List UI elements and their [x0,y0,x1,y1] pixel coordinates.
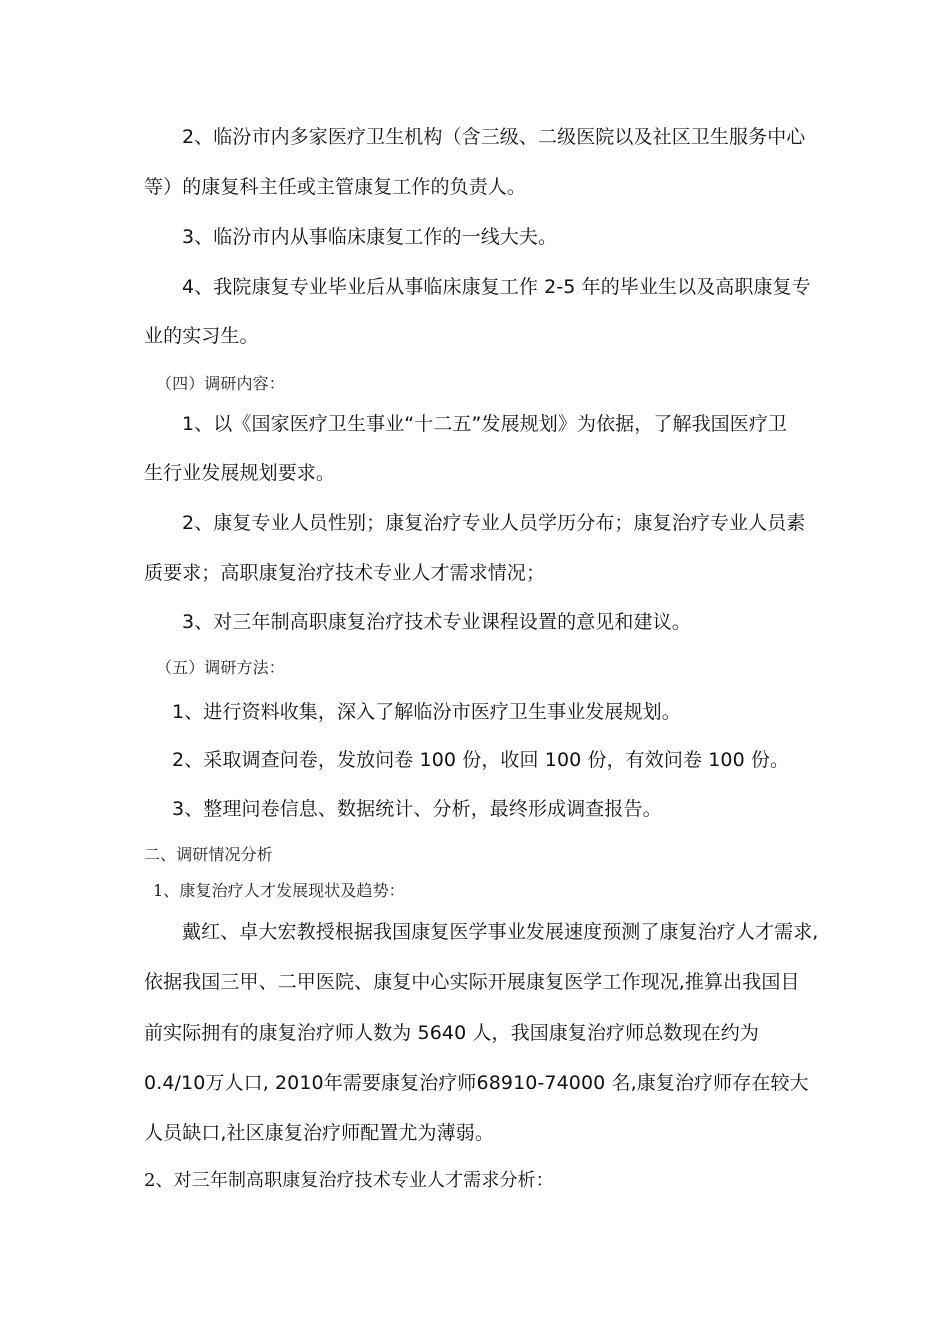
subsection-heading-demand: 2、对三年制高职康复治疗技术专业人才需求分析： [144,1170,554,1191]
paragraph-line-2: 等）的康复科主任或主管康复工作的负责人。 [144,176,527,198]
paragraph-line-10: 3、对三年制高职康复治疗技术专业课程设置的意见和建议。 [182,611,691,633]
paragraph-line-16: 前实际拥有的康复治疗师人数为 5640 人，我国康复治疗师总数现在约为 [144,1022,759,1044]
paragraph-line-4: 4、我院康复专业毕业后从事临床康复工作 2-5 年的毕业生以及高职康复专 [182,276,811,298]
paragraph-line-14: 戴红、卓大宏教授根据我国康复医学事业发展速度预测了康复治疗人才需求, [182,921,819,943]
paragraph-line-6: 1、以《国家医疗卫生事业“十二五”发展规划》为依据，了解我国医疗卫 [182,413,788,435]
paragraph-line-11: 1、进行资料收集，深入了解临汾市医疗卫生事业发展规划。 [172,701,681,723]
paragraph-line-9: 质要求；高职康复治疗技术专业人才需求情况； [144,562,546,584]
paragraph-line-13: 3、整理问卷信息、数据统计、分析，最终形成调查报告。 [172,798,662,820]
paragraph-line-17: 0.4/10万人口, 2010年需要康复治疗师68910-74000 名,康复治疗师存在较大 [144,1072,809,1094]
paragraph-line-12: 2、采取调查问卷，发放问卷 100 份，收回 100 份，有效问卷 100 份。 [172,749,790,771]
paragraph-line-1: 2、临汾市内多家医疗卫生机构（含三级、二级医院以及社区卫生服务中心 [182,126,806,148]
paragraph-line-3: 3、临汾市内从事临床康复工作的一线大夫。 [182,226,558,248]
paragraph-line-8: 2、康复专业人员性别；康复治疗专业人员学历分布；康复治疗专业人员素 [182,512,806,534]
subsection-heading-status: 1、康复治疗人才发展现状及趋势： [153,881,405,900]
paragraph-line-15: 依据我国三甲、二甲医院、康复中心实际开展康复医学工作现况,推算出我国目 [144,971,800,993]
paragraph-line-5: 业的实习生。 [144,325,259,347]
paragraph-line-7: 生行业发展规划要求。 [144,462,336,484]
section-heading-analysis: 二、调研情况分析 [144,845,273,864]
section-heading-research-method: （五）调研方法： [156,658,285,677]
paragraph-line-18: 人员缺口,社区康复治疗师配置尤为薄弱。 [144,1122,494,1144]
section-heading-research-content: （四）调研内容： [156,374,285,393]
